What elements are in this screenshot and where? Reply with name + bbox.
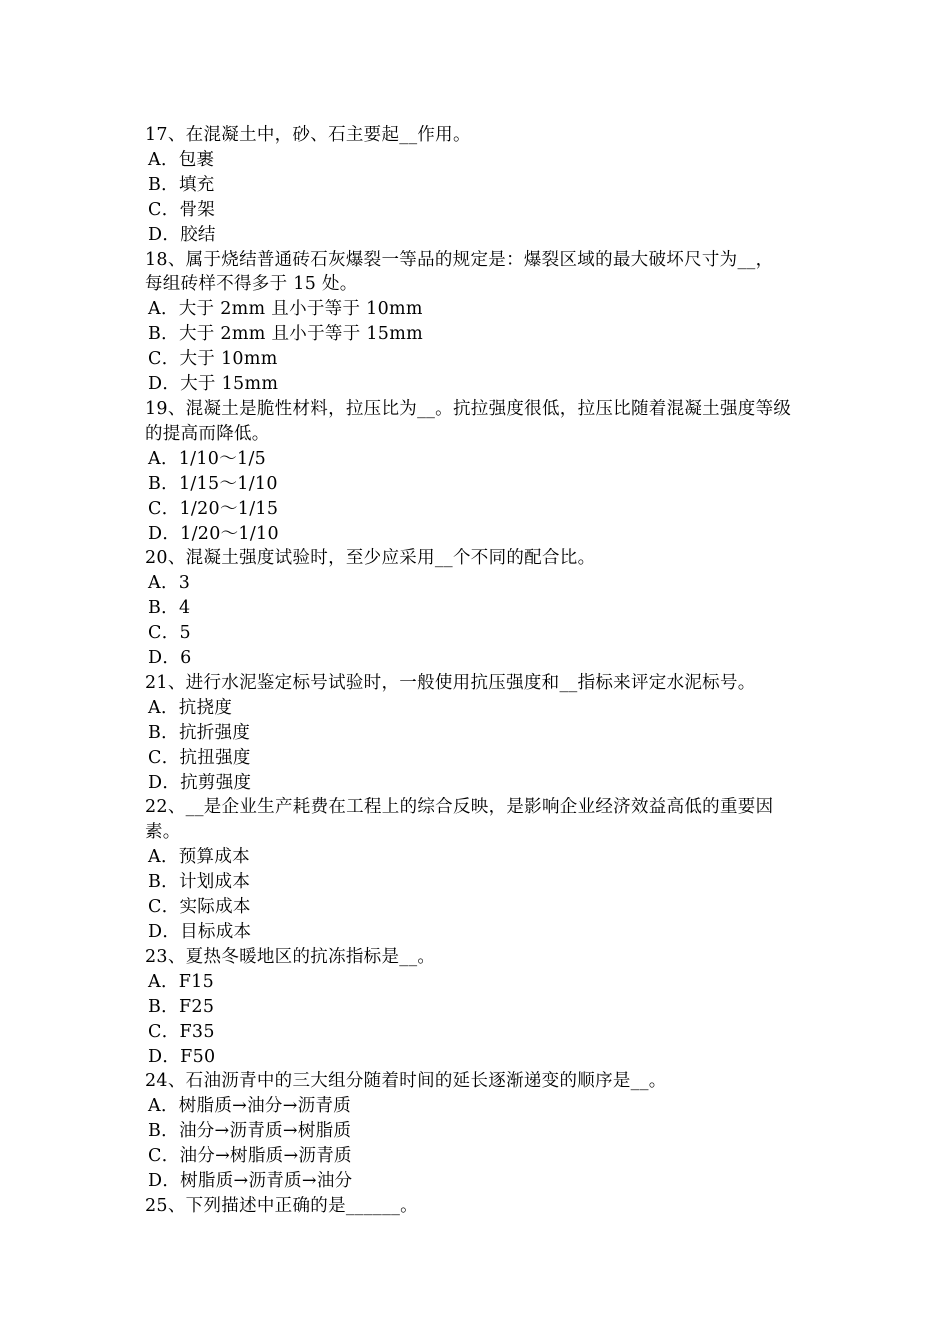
answer-option: D．1/20～1/10 bbox=[148, 523, 279, 544]
question-stem-line: 18、属于烧结普通砖石灰爆裂一等品的规定是：爆裂区域的最大破坏尺寸为__， bbox=[145, 249, 774, 270]
question-stem-line: 19、混凝土是脆性材料，拉压比为__。抗拉强度很低，拉压比随着混凝土强度等级 bbox=[145, 398, 792, 419]
question-stem-line: 20、混凝土强度试验时，至少应采用__个不同的配合比。 bbox=[145, 548, 596, 569]
answer-option: B．油分→沥青质→树脂质 bbox=[148, 1121, 352, 1142]
answer-option: D．胶结 bbox=[148, 224, 216, 245]
question-block bbox=[145, 795, 810, 944]
question-block bbox=[145, 945, 810, 1070]
question-stem-line: 的提高而降低。 bbox=[145, 423, 270, 444]
answer-option: C．5 bbox=[148, 623, 191, 644]
question-stem-line: 22、__是企业生产耗费在工程上的综合反映，是影响企业经济效益高低的重要因 bbox=[145, 797, 774, 818]
answer-option: A．大于 2mm 且小于等于 10mm bbox=[148, 299, 423, 320]
answer-option: D．树脂质→沥青质→油分 bbox=[148, 1171, 353, 1192]
question-block bbox=[145, 123, 810, 248]
answer-option: C．大于 10mm bbox=[148, 349, 278, 370]
answer-option: A．树脂质→油分→沥青质 bbox=[148, 1096, 352, 1117]
question-stem-line: 素。 bbox=[145, 822, 181, 843]
answer-option: D．大于 15mm bbox=[148, 374, 279, 395]
question-block bbox=[145, 546, 810, 671]
answer-option: B．计划成本 bbox=[148, 872, 251, 893]
answer-option: B．F25 bbox=[148, 996, 215, 1017]
answer-option: B．大于 2mm 且小于等于 15mm bbox=[148, 324, 424, 345]
answer-option: D．F50 bbox=[148, 1046, 216, 1067]
question-stem-line: 每组砖样不得多于 15 处。 bbox=[145, 274, 358, 295]
answer-option: B．1/15～1/10 bbox=[148, 473, 278, 494]
answer-option: B．填充 bbox=[148, 174, 215, 195]
question-stem-line: 21、进行水泥鉴定标号试验时，一般使用抗压强度和__指标来评定水泥标号。 bbox=[145, 672, 756, 693]
answer-option: C．实际成本 bbox=[148, 897, 251, 918]
answer-option: C．油分→树脂质→沥青质 bbox=[148, 1146, 352, 1167]
question-stem-line: 25、下列描述中正确的是______。 bbox=[145, 1195, 418, 1216]
question-stem-line: 24、石油沥青中的三大组分随着时间的延长逐渐递变的顺序是__。 bbox=[145, 1071, 667, 1092]
document-page bbox=[145, 123, 810, 1219]
answer-option: B．抗折强度 bbox=[148, 722, 251, 743]
question-block bbox=[145, 1194, 810, 1219]
answer-option: A．3 bbox=[148, 573, 191, 594]
answer-option: C．1/20～1/15 bbox=[148, 498, 279, 519]
question-stem-line: 23、夏热冬暖地区的抗冻指标是__。 bbox=[145, 946, 436, 967]
answer-option: D．6 bbox=[148, 648, 192, 669]
question-block bbox=[145, 397, 810, 546]
answer-option: C．F35 bbox=[148, 1021, 215, 1042]
answer-option: B．4 bbox=[148, 598, 191, 619]
question-block bbox=[145, 248, 810, 397]
answer-option: D．抗剪强度 bbox=[148, 772, 252, 793]
answer-option: A．包裹 bbox=[148, 149, 215, 170]
answer-option: C．骨架 bbox=[148, 199, 216, 220]
question-block bbox=[145, 1069, 810, 1194]
answer-option: C．抗扭强度 bbox=[148, 747, 251, 768]
answer-option: A．1/10～1/5 bbox=[148, 448, 267, 469]
question-block bbox=[145, 671, 810, 796]
answer-option: A．抗挠度 bbox=[148, 697, 233, 718]
answer-option: D．目标成本 bbox=[148, 922, 252, 942]
answer-option: A．F15 bbox=[148, 971, 215, 992]
answer-option: A．预算成本 bbox=[148, 847, 250, 868]
question-stem-line: 17、在混凝土中，砂、石主要起__作用。 bbox=[145, 125, 471, 145]
